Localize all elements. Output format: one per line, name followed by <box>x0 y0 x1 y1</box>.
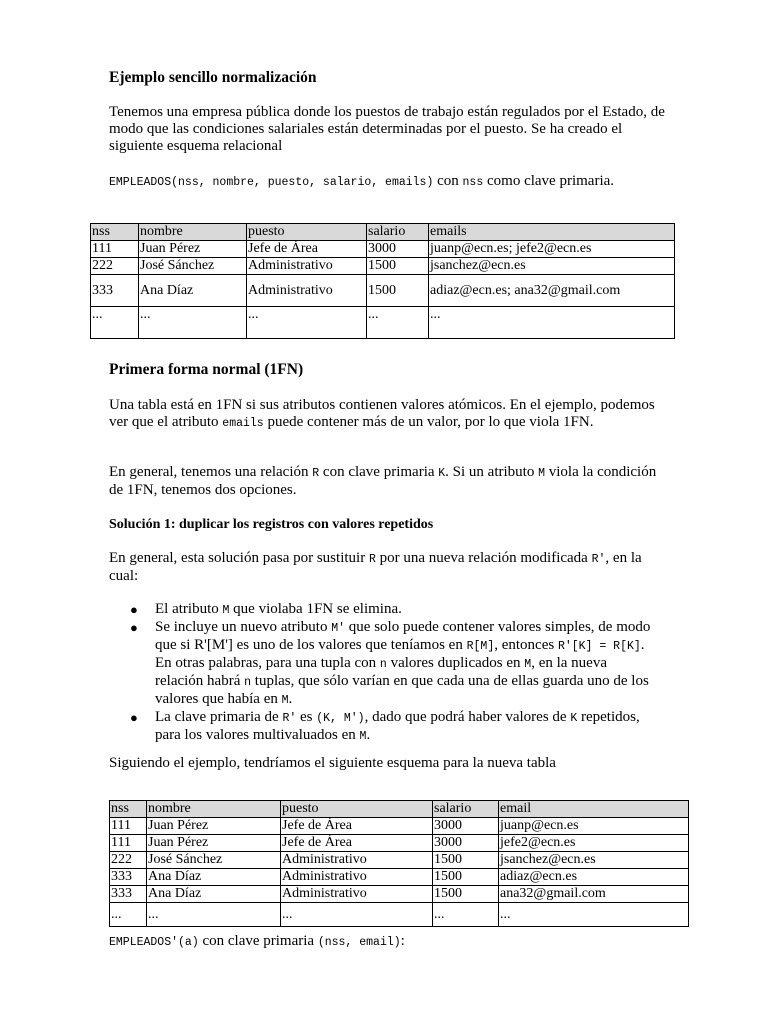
list-text: La clave primaria de <box>155 709 279 725</box>
table-row <box>91 275 675 307</box>
para-text: . Si un atributo <box>445 464 535 480</box>
list-text: tuplas, que sólo varían en que cada una de ellas guarda uno de los valores que había en <box>155 673 649 707</box>
table-cell: Juan Pérez <box>147 835 281 852</box>
inline-code: M <box>524 658 532 671</box>
list-text: . En otras palabras, para una tupla con <box>155 637 645 671</box>
table-cell: juanp@ecn.es; jefe2@ecn.es <box>429 241 675 258</box>
bullet-icon: ● <box>130 602 138 617</box>
table-cell: Administrativo <box>281 869 433 886</box>
inline-code: M' <box>331 622 346 635</box>
table-header-row <box>91 224 675 241</box>
para-1fn <box>109 397 669 432</box>
inline-code: R' <box>282 712 297 725</box>
header-cell: emails <box>429 224 675 241</box>
table-cell: Jefe de Área <box>281 835 433 852</box>
list-text: Se incluye un nuevo atributo <box>155 619 328 635</box>
inline-code: R <box>368 553 376 566</box>
inline-code: M <box>222 604 230 617</box>
table-cell: 222 <box>91 258 139 275</box>
para-text: por una nueva relación modificada <box>379 550 588 566</box>
header-cell: puesto <box>281 801 433 818</box>
inline-code: R <box>312 467 320 480</box>
table-cell: juanp@ecn.es <box>499 818 689 835</box>
list-text: , dado que podrá haber valores de <box>364 709 567 725</box>
list-text: valores duplicados en <box>390 655 521 671</box>
table-cell: ... <box>91 307 139 339</box>
table-row <box>110 818 689 835</box>
table-cell: ... <box>247 307 367 339</box>
list-item <box>127 709 657 745</box>
solution-heading: Solución 1: duplicar los registros con valores repetidos <box>109 517 434 532</box>
title-heading: Ejemplo sencillo normalización <box>109 69 317 86</box>
inline-code: EMPLEADOS'(a) <box>109 936 199 949</box>
table-cell: jsanchez@ecn.es <box>499 852 689 869</box>
inline-code: R[M] <box>466 640 495 653</box>
table-row <box>110 852 689 869</box>
table-row <box>110 903 689 927</box>
header-cell: salario <box>433 801 499 818</box>
table-cell: jsanchez@ecn.es <box>429 258 675 275</box>
schema-key-code: nss <box>462 176 484 189</box>
table-row <box>110 886 689 903</box>
table-cell: Administrativo <box>281 852 433 869</box>
para-follow: Siguiendo el ejemplo, tendríamos el siguiente esquema para la nueva tabla <box>109 755 556 771</box>
para-text: , en la cual: <box>109 550 642 584</box>
list-text: . <box>288 691 293 707</box>
header-cell: nss <box>91 224 139 241</box>
table-cell: Administrativo <box>247 258 367 275</box>
empleados-1fn-table <box>109 800 689 927</box>
schema-text: con <box>437 173 459 189</box>
table-cell: ... <box>110 903 147 927</box>
table-cell: 3000 <box>367 241 429 258</box>
list-text: , entonces <box>494 637 555 653</box>
para-text: En general, esta solución pasa por sustituir <box>109 550 366 566</box>
header-cell: email <box>499 801 689 818</box>
table-cell: ... <box>281 903 433 927</box>
table-cell: 222 <box>110 852 147 869</box>
list-text: que violaba 1FN se elimina. <box>233 601 402 617</box>
table-cell: 333 <box>91 275 139 307</box>
table-cell: Juan Pérez <box>147 818 281 835</box>
table-cell: Administrativo <box>247 275 367 307</box>
para-text: puede contener más de un valor, por lo que viola 1FN. <box>267 414 594 430</box>
inline-code: n <box>379 658 387 671</box>
para-text: con clave primaria <box>202 933 315 949</box>
table-row <box>110 835 689 852</box>
table-cell: ... <box>433 903 499 927</box>
para-text: con clave primaria <box>322 464 435 480</box>
list-text: El atributo <box>155 601 219 617</box>
table-cell: 1500 <box>433 886 499 903</box>
inline-code: K <box>570 712 578 725</box>
para-solution <box>109 550 669 585</box>
table-cell: Ana Díaz <box>139 275 247 307</box>
schema-code: EMPLEADOS(nss, nombre, puesto, salario, emails) <box>109 176 434 189</box>
para-text: viola la condición de 1FN, tenemos dos opciones. <box>109 464 657 498</box>
inline-code: R'[K] = R[K] <box>557 640 641 653</box>
header-cell: puesto <box>247 224 367 241</box>
table-cell: 111 <box>110 835 147 852</box>
list-text: repetidos, para los valores multivaluados en <box>155 709 640 743</box>
table-cell: 1500 <box>433 852 499 869</box>
table-cell: 1500 <box>367 275 429 307</box>
table-cell: 3000 <box>433 835 499 852</box>
inline-code: (nss, email) <box>317 936 401 949</box>
list-item <box>127 619 657 709</box>
empleados-table <box>90 223 675 339</box>
table-cell: ana32@gmail.com <box>499 886 689 903</box>
list-item <box>127 601 657 619</box>
table-row <box>110 869 689 886</box>
list-text: , en la nueva relación habrá <box>155 655 608 689</box>
bullet-icon: ● <box>130 710 138 725</box>
table-cell: José Sánchez <box>139 258 247 275</box>
intro-paragraph: Tenemos una empresa pública donde los puestos de trabajo están regulados por el Estado, de modo que las condiciones salariales están determinadas por el puesto. Se ha creado el siguiente esquema relacional <box>109 104 665 154</box>
table-cell: ... <box>367 307 429 339</box>
table-cell: ... <box>429 307 675 339</box>
table-cell: 111 <box>91 241 139 258</box>
header-cell: nombre <box>147 801 281 818</box>
table-cell: 1500 <box>433 869 499 886</box>
bullet-icon: ● <box>130 620 138 635</box>
table-cell: 333 <box>110 886 147 903</box>
schema-text-2: como clave primaria. <box>487 173 615 189</box>
table-cell: Ana Díaz <box>147 869 281 886</box>
section-heading-1fn: Primera forma normal (1FN) <box>109 361 304 378</box>
table-cell: 3000 <box>433 818 499 835</box>
table-cell: ... <box>147 903 281 927</box>
header-cell: nombre <box>139 224 247 241</box>
inline-code: emails <box>222 417 264 430</box>
inline-code: n <box>244 676 252 689</box>
table-cell: 111 <box>110 818 147 835</box>
table-cell: jefe2@ecn.es <box>499 835 689 852</box>
inline-code: M <box>359 730 367 743</box>
table-cell: 1500 <box>367 258 429 275</box>
inline-code: M <box>281 694 289 707</box>
table-row <box>91 258 675 275</box>
header-cell: salario <box>367 224 429 241</box>
table-cell: adiaz@ecn.es <box>499 869 689 886</box>
bullet-list <box>127 601 657 745</box>
list-text: es <box>300 709 313 725</box>
table-row <box>91 241 675 258</box>
inline-code: R' <box>591 553 606 566</box>
table-cell: ... <box>139 307 247 339</box>
table-cell: Juan Pérez <box>139 241 247 258</box>
table-row <box>91 307 675 339</box>
inline-code: (K, M') <box>316 712 365 725</box>
table-cell: adiaz@ecn.es; ana32@gmail.com <box>429 275 675 307</box>
table-cell: Ana Díaz <box>147 886 281 903</box>
para-text: : <box>400 933 405 949</box>
table-cell: ... <box>499 903 689 927</box>
table-cell: José Sánchez <box>147 852 281 869</box>
table2-caption <box>109 933 669 951</box>
inline-code: K <box>438 467 446 480</box>
schema-paragraph <box>109 173 669 191</box>
para-text: En general, tenemos una relación <box>109 464 309 480</box>
table-cell: Jefe de Área <box>247 241 367 258</box>
table-cell: Jefe de Área <box>281 818 433 835</box>
list-text: . <box>366 727 371 743</box>
table-cell: Administrativo <box>281 886 433 903</box>
inline-code: M <box>538 467 545 480</box>
header-cell: nss <box>110 801 147 818</box>
table-header-row <box>110 801 689 818</box>
para-text: Una tabla está en 1FN si sus atributos contienen valores atómicos. En el ejemplo, podemos ver que el atributo <box>109 397 655 430</box>
table-cell: 333 <box>110 869 147 886</box>
para-general <box>109 464 669 499</box>
list-text: que solo puede contener valores simples, de modo que si R'[M'] es uno de los valores que teníamos en <box>155 619 651 653</box>
